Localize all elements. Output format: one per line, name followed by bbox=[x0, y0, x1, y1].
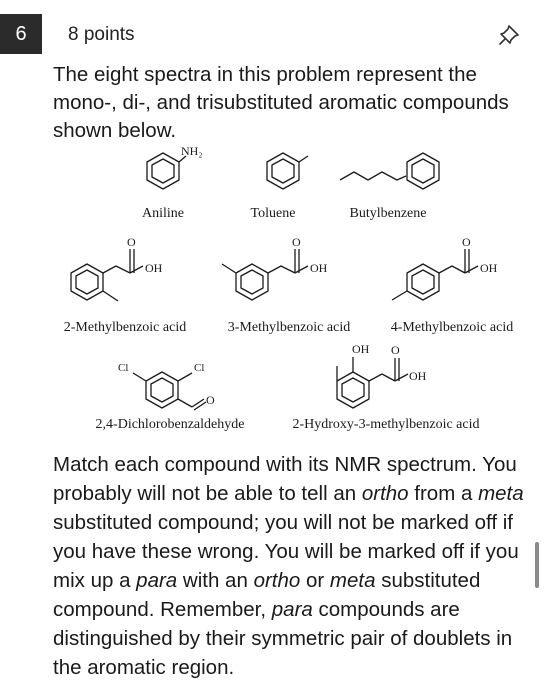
oh-label-4: OH bbox=[352, 342, 370, 356]
compound-name-hydroxy-methylbenzoic-acid: 2-Hydroxy-3-methylbenzoic acid bbox=[292, 417, 480, 432]
o-label-1: O bbox=[127, 235, 136, 249]
compound-name-4-methylbenzoic-acid: 4-Methylbenzoic acid bbox=[390, 320, 514, 335]
o-label-3: O bbox=[462, 235, 471, 249]
term-meta: meta bbox=[329, 569, 376, 592]
compound-name-aniline: Aniline bbox=[142, 206, 184, 221]
pin-icon[interactable] bbox=[496, 22, 522, 48]
question-points: 8 points bbox=[68, 24, 135, 45]
term-meta: meta bbox=[478, 482, 524, 505]
term-para: para bbox=[136, 569, 178, 592]
o-label-5: O bbox=[391, 343, 400, 357]
oh-label-1: OH bbox=[145, 261, 163, 275]
oh-label-5: OH bbox=[409, 369, 427, 383]
oh-label-3: OH bbox=[480, 261, 498, 275]
question-prompt: The eight spectra in this problem represent the mono-, di-, and trisubstituted aromatic compounds shown below. bbox=[53, 63, 509, 142]
compound-name-dichlorobenzaldehyde: 2,4-Dichlorobenzaldehyde bbox=[95, 417, 245, 432]
o-label-2: O bbox=[292, 235, 301, 249]
compounds-figure bbox=[40, 142, 535, 444]
scrollbar[interactable] bbox=[535, 542, 539, 588]
nh2-label: NH₂ bbox=[181, 144, 203, 158]
question-number: 6 bbox=[0, 14, 42, 54]
term-ortho: ortho bbox=[253, 569, 301, 592]
compound-name-3-methylbenzoic-acid: 3-Methylbenzoic acid bbox=[227, 320, 351, 335]
term-ortho: ortho bbox=[361, 482, 409, 505]
compound-name-butylbenzene: Butylbenzene bbox=[349, 206, 427, 221]
instructions-text: Match each compound with its NMR spectrum. You probably will not be able to tell an ortho from a meta substituted compound; you will not be marked off if you have these wrong. You will be marked off if you mix up a para with an ortho or meta substituted compound. Remember, para compounds are distinguished by their symmetric pair of doublets in the aromatic region. bbox=[53, 453, 524, 679]
cl-label-2: Cl bbox=[194, 362, 205, 374]
compound-name-toluene: Toluene bbox=[250, 206, 296, 221]
cl-label-1: Cl bbox=[118, 362, 129, 374]
compound-name-2-methylbenzoic-acid: 2-Methylbenzoic acid bbox=[63, 320, 187, 335]
oh-label-2: OH bbox=[310, 261, 328, 275]
o-label-4: O bbox=[206, 393, 215, 407]
term-para: para bbox=[271, 598, 313, 621]
